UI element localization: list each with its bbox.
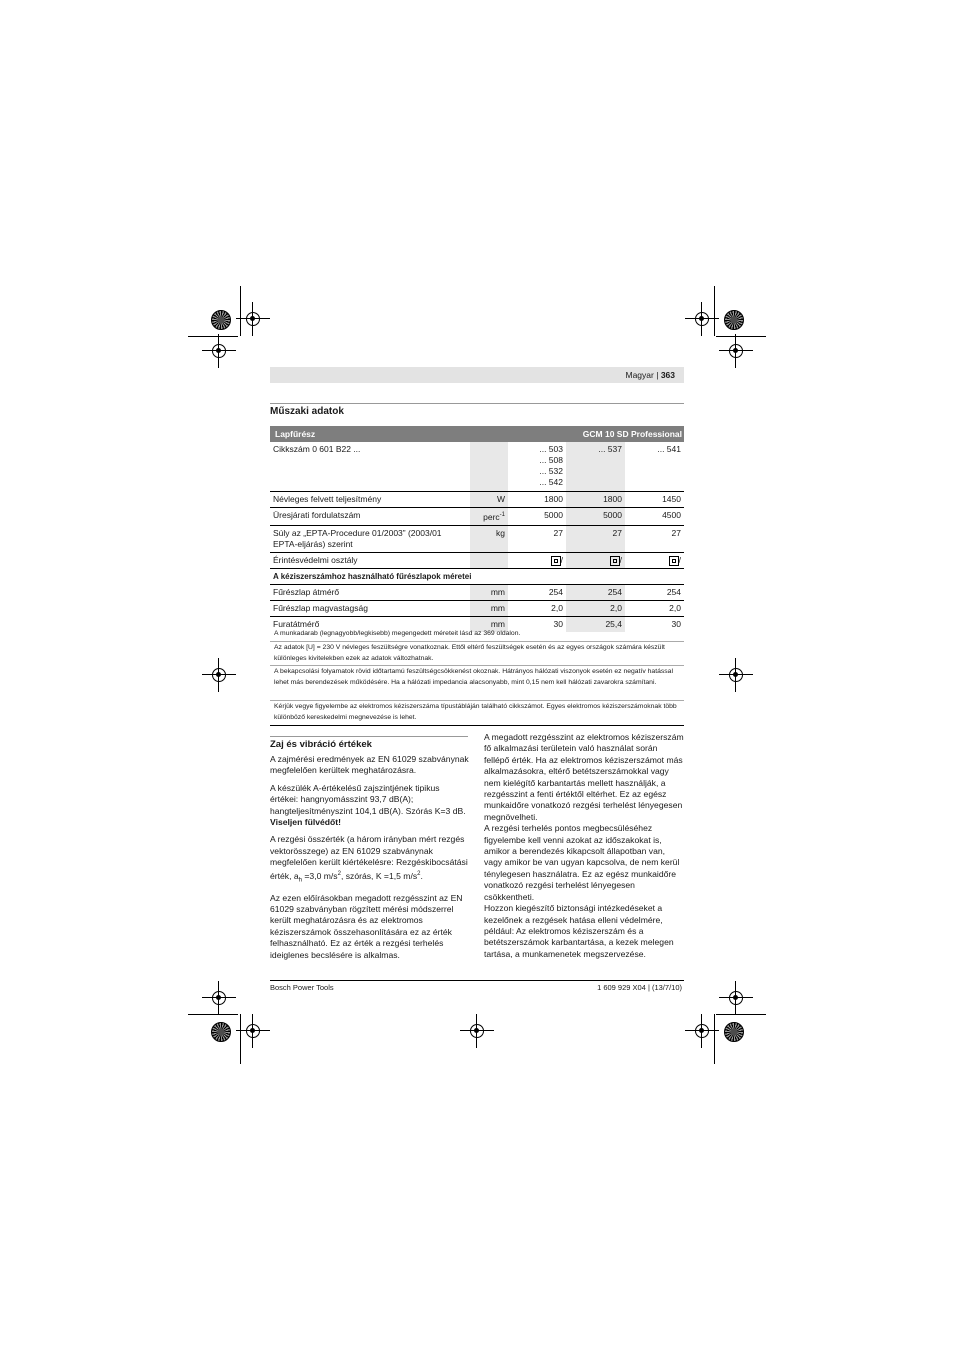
table-row xyxy=(270,552,684,568)
divider xyxy=(270,665,684,666)
row-value-3: 254 xyxy=(625,584,684,600)
registration-sun-icon xyxy=(724,310,744,330)
row-label: Furatátmérő xyxy=(273,618,320,629)
warning-text: Viseljen fülvédőt! xyxy=(270,817,341,828)
noise-section-title: Zaj és vibráció értékek xyxy=(270,739,372,750)
noise-text: A készülék A-értékelésű zajszintjének tipikus értékei: hangnyomásszint 93,7 dB(A); hangteljesítményszint 104,1 dB(A). Szórás K=3 dB. xyxy=(270,782,466,816)
vibration-text: A rezgési összérték (a három irányban mért rezgés vektorösszege) az EN 61029 szabványnak megfelelően került kiértékelésre: Rezgéskibocsátási érték, a xyxy=(270,834,468,881)
footer-divider xyxy=(270,980,684,981)
row-value-3: 2,0 xyxy=(625,600,684,616)
page-number: 363 xyxy=(660,370,675,380)
protection-class-value: / xyxy=(619,554,622,565)
noise-left-column xyxy=(270,754,470,967)
row-unit: W xyxy=(470,492,508,508)
table-subheading-row xyxy=(270,568,684,584)
table-note: A bekapcsolási folyamatok rövid időtartamú feszültségcsökkenést okoznak. Hátrányos hálózati viszonyok esetén ez negatív hatással lehet más berendezések működésére. Ha a hálózati impedancia alacsonyabb, mint 0,15 nem kell hálózati zavarokra számítani. xyxy=(274,668,673,686)
header-separator: | xyxy=(656,370,659,380)
protection-class-value: / xyxy=(678,554,681,565)
footer-right: 1 609 929 X04 | (13/7/10) xyxy=(597,983,682,992)
vibration-superscript: 2 xyxy=(337,870,341,877)
vibration-superscript: 2 xyxy=(417,870,421,877)
row-value-3: 27 xyxy=(625,525,684,552)
row-value-2: 2,0 xyxy=(566,600,625,616)
row-value-3 xyxy=(625,552,684,568)
row-unit xyxy=(470,442,508,492)
noise-paragraph: A zajmérési eredmények az EN 61029 szabványnak megfelelően kerültek meghatározásra. xyxy=(270,754,469,776)
registration-sun-icon xyxy=(724,1022,744,1042)
row-unit xyxy=(470,508,508,526)
row-label: Súly az „EPTA-Procedure 01/2003” (2003/01 EPTA-eljárás) szerint xyxy=(270,525,470,552)
noise-right-column xyxy=(484,732,684,960)
row-label: Üresjárati fordulatszám xyxy=(270,508,470,526)
section-title: Műszaki adatok xyxy=(270,406,344,417)
unit-superscript: -1 xyxy=(499,512,505,518)
row-unit xyxy=(470,552,508,568)
vibration-paragraph: Az ezen előírásokban megadott rezgésszint az EN 61029 szabványban rögzített mérési módszerrel került meghatározásra és az elektromos kéziszerszámok összehasonlítására ez az érték felhasználható. Ez az érték a rezgési terhelés ideiglenes becslésére is alkalmas. xyxy=(270,892,463,960)
row-value-3: 30 xyxy=(671,618,681,629)
divider xyxy=(270,641,684,642)
table-subheading: A kéziszerszámhoz használható fűrészlapok méretei xyxy=(270,568,684,584)
vibration-paragraph: Hozzon kiegészítő biztonsági intézkedéseket a kezelőnek a rezgések hatása elleni védelmére, például: Az elektromos kéziszerszám és a betétszerszámok karbantartása, a kezek melegen tartása, a munkamenetek megszervezése. xyxy=(484,903,674,959)
table-row xyxy=(270,492,684,508)
page-header xyxy=(270,367,684,383)
divider xyxy=(270,403,684,404)
row-label: Fűrészlap átmérő xyxy=(270,584,470,600)
table-row xyxy=(270,442,684,492)
row-label: Érintésvédelmi osztály xyxy=(270,552,470,568)
table-row xyxy=(270,508,684,526)
spec-table xyxy=(270,442,684,632)
registration-sun-icon xyxy=(211,310,231,330)
protection-class-icon xyxy=(610,556,620,566)
row-value-1: 2,0 xyxy=(508,600,566,616)
row-value-1: 30 xyxy=(553,618,563,629)
row-value-2: 1800 xyxy=(566,492,625,508)
divider xyxy=(270,700,684,701)
noise-paragraph xyxy=(270,783,470,829)
row-value-2: 27 xyxy=(566,525,625,552)
vibration-paragraph: A rezgési terhelés pontos megbecsüléséhez figyelembe kell venni azokat az időszakokat is, amikor a berendezés kikapcsolt állapotban van, vagy amikor be van ugyan kapcsolva, de nem kerül ténylegesen használatra. Ez az egész munkaidőre vonatkozó rezgési terhelést lényegesen csökkentheti. xyxy=(484,823,680,902)
table-row xyxy=(270,600,684,616)
vibration-text: , szórás, K =1,5 m/s xyxy=(340,870,418,881)
table-header xyxy=(270,426,684,442)
row-value-3: 4500 xyxy=(625,508,684,526)
table-head-left: Lapfűrész xyxy=(275,429,316,439)
vibration-paragraph xyxy=(270,834,470,886)
table-head-right: GCM 10 SD Professional xyxy=(582,429,682,439)
row-value-1 xyxy=(508,552,566,568)
row-value-1: ... 503 ... 508 ... 532 ... 542 xyxy=(508,442,566,492)
table-row xyxy=(270,584,684,600)
row-value-3: ... 541 xyxy=(625,442,684,492)
vibration-text: . xyxy=(420,870,423,881)
row-label: Cikkszám 0 601 B22 ... xyxy=(270,442,470,492)
row-value-1: 5000 xyxy=(508,508,566,526)
row-value-1: 254 xyxy=(508,584,566,600)
row-value-2: 25,4 xyxy=(566,616,625,632)
registration-sun-icon xyxy=(211,1022,231,1042)
protection-class-icon xyxy=(669,556,679,566)
footer-left: Bosch Power Tools xyxy=(270,983,334,992)
row-value-2 xyxy=(566,552,625,568)
row-unit: mm xyxy=(470,616,508,632)
vibration-text: =3,0 m/s xyxy=(302,870,338,881)
row-value-2: 254 xyxy=(566,584,625,600)
row-value-2: ... 537 xyxy=(566,442,625,492)
vibration-paragraph: A megadott rezgésszint az elektromos kéziszerszám fő alkalmazási területein való használat során fellépő érték. Ha az elektromos kéziszerszámot más alkalmazásokra, eltérő betétszerszámokkal vagy nem kielégítő karbantartás mellett használják, a rezgésszint a fenti értéktől eltérhet. Ez az egész munkaidőre vonatkozó rezgési terhelést lényegesen megnövelheti. xyxy=(484,732,684,822)
row-label: Névleges felvett teljesítmény xyxy=(270,492,470,508)
row-value-1: 1800 xyxy=(508,492,566,508)
protection-class-value: / xyxy=(560,554,563,565)
table-row xyxy=(270,525,684,552)
header-language: Magyar xyxy=(625,370,654,380)
row-unit: kg xyxy=(470,525,508,552)
divider xyxy=(270,736,468,737)
protection-class-icon xyxy=(551,556,561,566)
row-value-3: 1450 xyxy=(625,492,684,508)
row-label: Fűrészlap magvastagság xyxy=(270,600,470,616)
vibration-subscript: h xyxy=(298,877,303,884)
table-note: A munkadarab (legnagyobb/legkisebb) megengedett méreteit lásd az 369 oldalon. xyxy=(274,630,521,637)
unit-text: perc xyxy=(483,511,500,522)
divider xyxy=(270,725,684,726)
row-unit: mm xyxy=(470,584,508,600)
table-note: Az adatok [U] = 230 V névleges feszültségre vonatkoznak. Ettől eltérő feszültségek esetén és az egyes országok számára készült különleges kivitelekben ezek az adatok változhatnak. xyxy=(274,644,665,662)
row-unit: mm xyxy=(470,600,508,616)
table-note: Kérjük vegye figyelembe az elektromos kéziszerszáma típustábláján található cikkszámot. Egyes elektromos kéziszerszámoknak több különböző kereskedelmi megnevezése is lehet. xyxy=(274,703,677,721)
row-value-2: 5000 xyxy=(566,508,625,526)
row-value-1: 27 xyxy=(508,525,566,552)
